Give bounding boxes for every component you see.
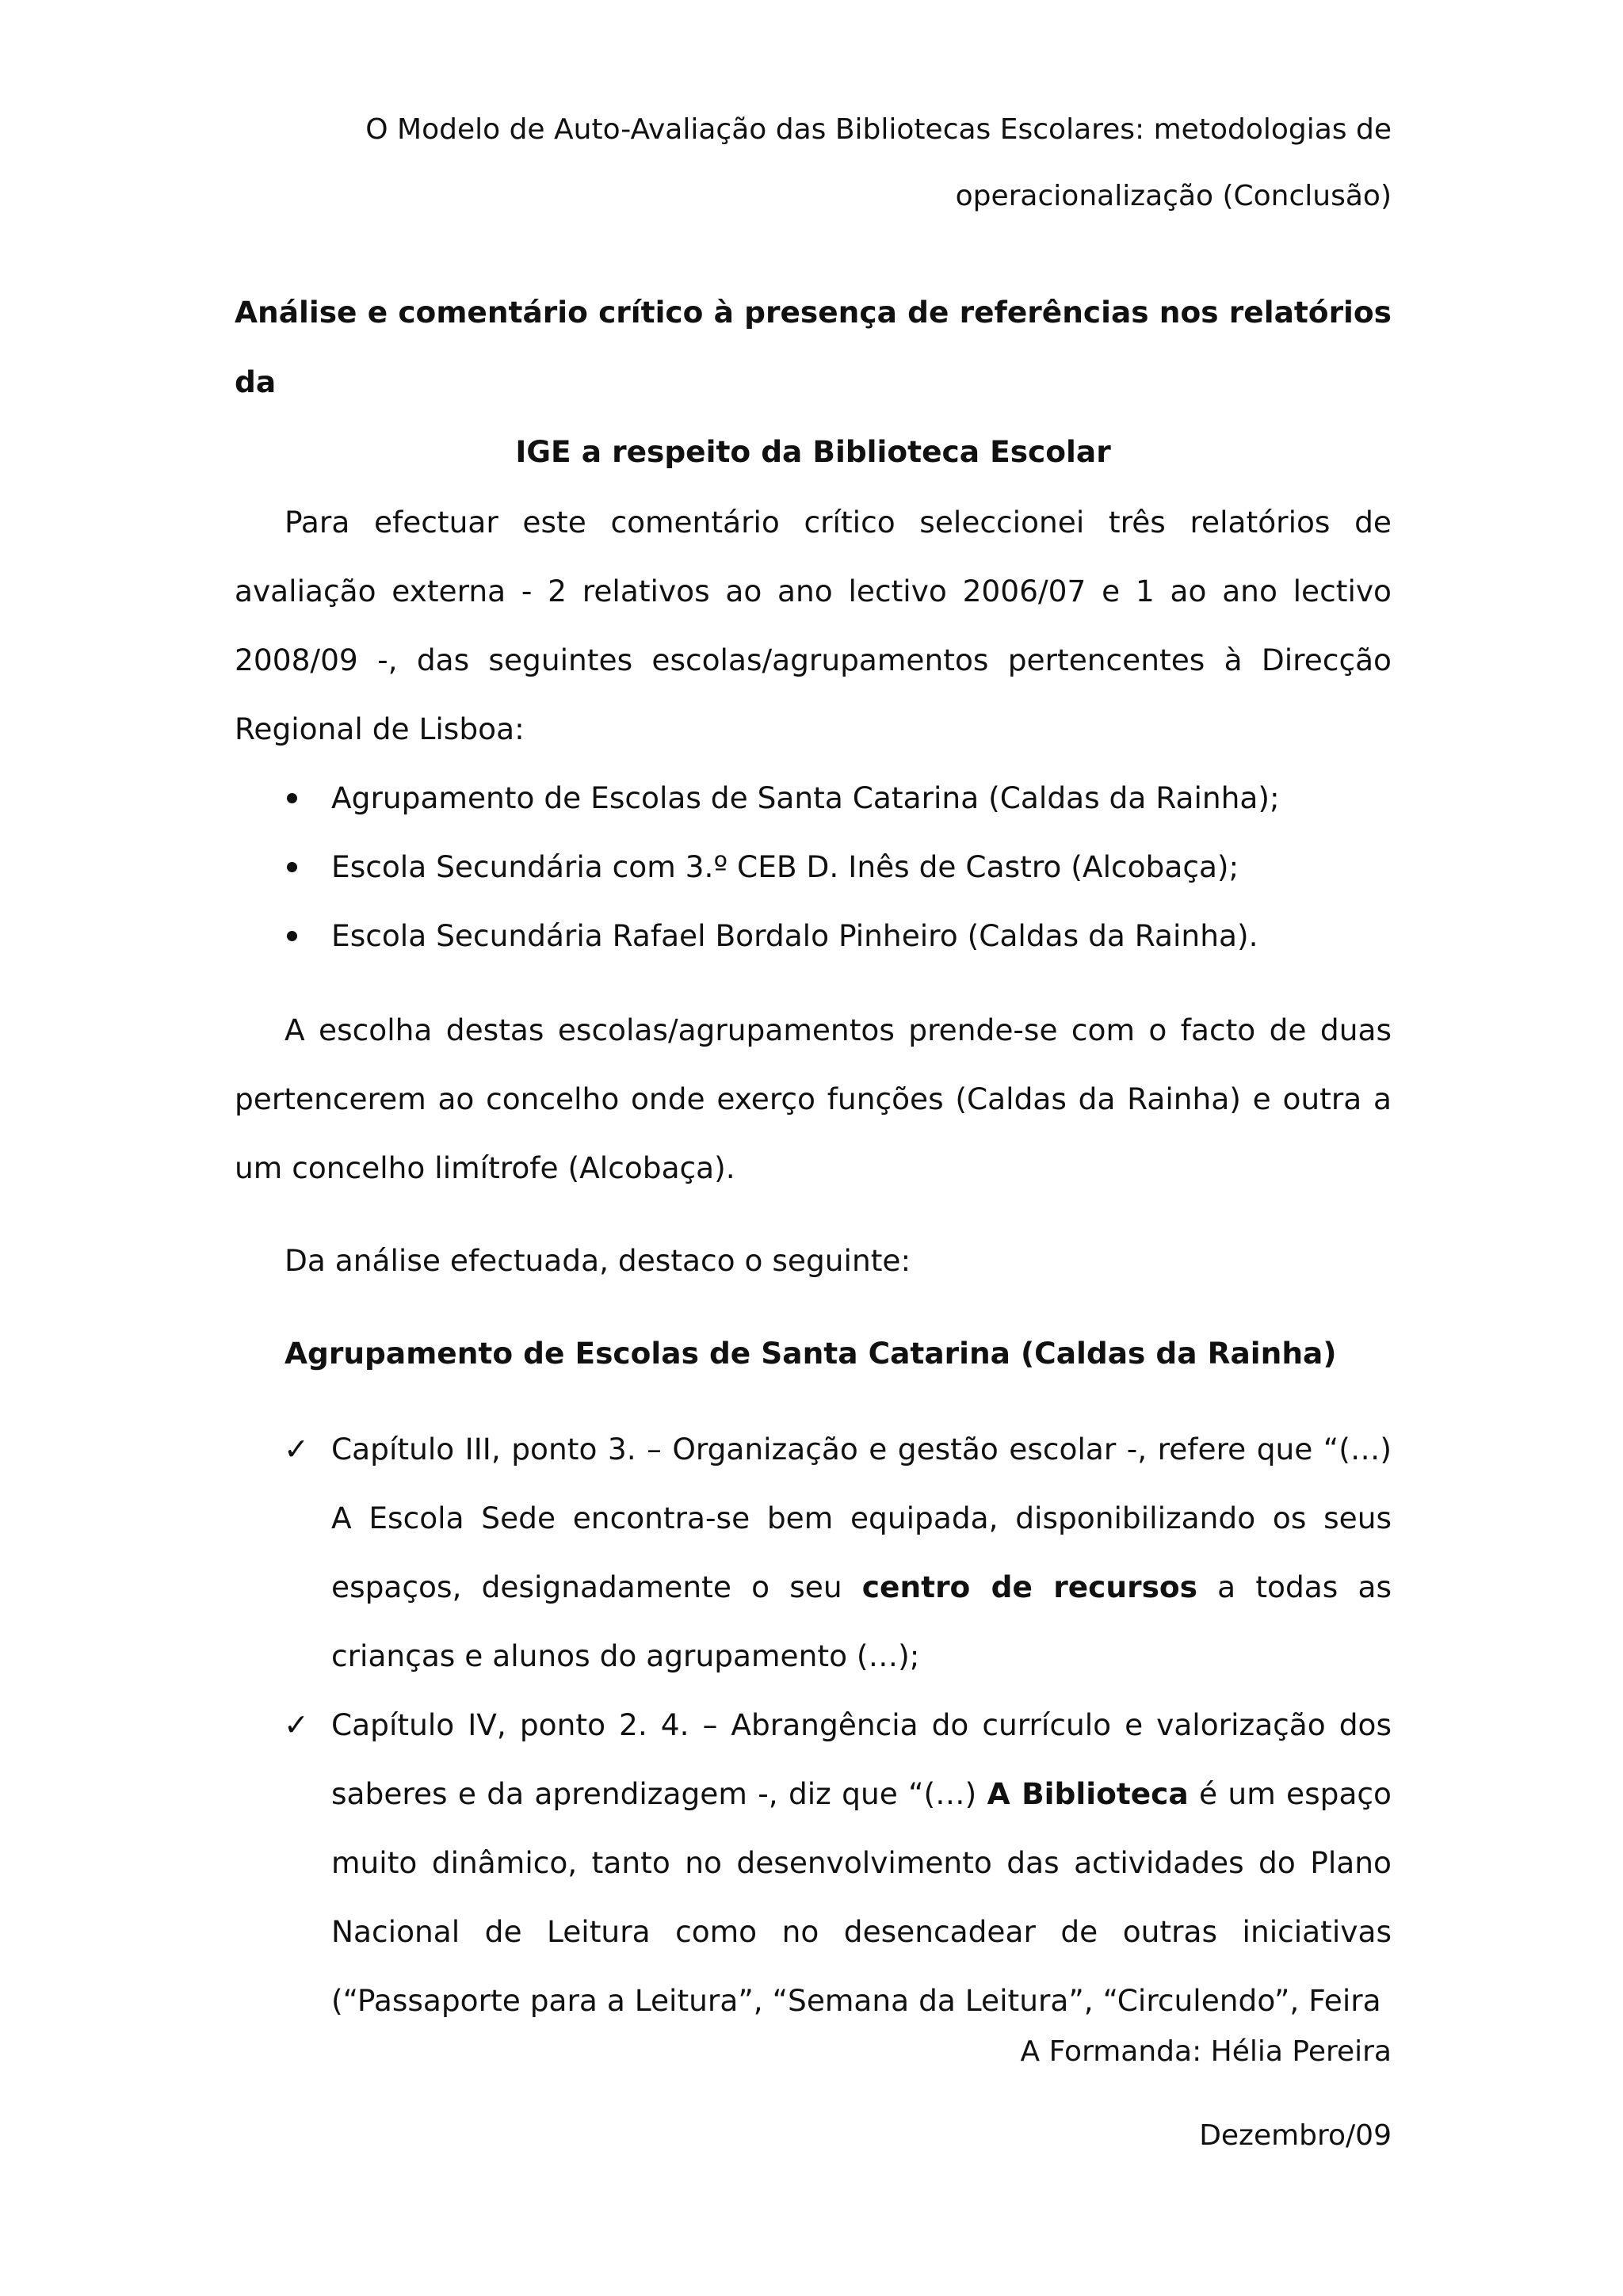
- running-header: [235, 97, 1392, 230]
- finding-item: [235, 1691, 1392, 2035]
- school-name: Escola Secundária Rafael Bordalo Pinheiro (Caldas da Rainha).: [331, 918, 1258, 953]
- schools-list: [235, 764, 1392, 971]
- title-line-2: IGE a respeito da Biblioteca Escolar: [515, 434, 1111, 469]
- analysis-paragraph: Da análise efectuada, destaco o seguinte:: [285, 1243, 911, 1278]
- header-line-1: O Modelo de Auto-Avaliação das Bibliotecas Escolares: metodologias de: [365, 113, 1392, 146]
- checkmark-icon: ✓: [284, 1707, 309, 1742]
- school-name: Escola Secundária com 3.º CEB D. Inês de Castro (Alcobaça);: [331, 849, 1239, 884]
- document-body: [235, 488, 1392, 2035]
- finding-text-bold: centro de recursos: [861, 1569, 1197, 1604]
- finding-text-before: Capítulo III, ponto 3. – Organização e gestão escolar -, refere que “(…) A Escola Sede encontra-se bem equipada, disponibilizando os seus espaços, designadamente o seu: [331, 1432, 1392, 1604]
- school-list-item: [235, 833, 1392, 902]
- bullet-dot-icon: [287, 862, 297, 872]
- bullet-dot-icon: [287, 793, 297, 803]
- finding-text-after: a todas as crianças e alunos do agrupamento (…);: [331, 1569, 1392, 1673]
- intro-paragraph: Para efectuar este comentário crítico seleccionei três relatórios de avaliação externa - 2 relativos ao ano lectivo 2006/07 e 1 ao ano lectivo 2008/09 -, das seguintes escolas/agrupamentos pertencentes à Direcção Regional de Lisboa:: [235, 505, 1392, 746]
- finding-text-before: Capítulo IV, ponto 2. 4. – Abrangência do currículo e valorização dos saberes e da aprendizagem -, diz que “(…): [331, 1707, 1392, 1811]
- finding-text-bold: A Biblioteca: [987, 1776, 1189, 1811]
- bullet-dot-icon: [287, 931, 297, 941]
- section-heading: Agrupamento de Escolas de Santa Catarina (Caldas da Rainha): [285, 1336, 1337, 1371]
- document-title: [235, 277, 1392, 486]
- school-list-item: [235, 764, 1392, 833]
- header-line-2: operacionalização (Conclusão): [955, 180, 1392, 212]
- school-name: Agrupamento de Escolas de Santa Catarina (Caldas da Rainha);: [331, 780, 1280, 815]
- finding-item: [235, 1415, 1392, 1691]
- footer-date: Dezembro/09: [1199, 2119, 1392, 2152]
- title-line-1: Análise e comentário crítico à presença de referências nos relatórios da: [235, 295, 1392, 399]
- checkmark-icon: ✓: [284, 1432, 309, 1466]
- finding-text-after: é um espaço muito dinâmico, tanto no desenvolvimento das actividades do Plano Nacional de Leitura como no desencadear de outras iniciativas (“Passaporte para a Leitura”, “Semana da Leitura”, “Circulendo”, Feira: [331, 1776, 1392, 2018]
- footer-author: A Formanda: Hélia Pereira: [1020, 2035, 1392, 2068]
- choice-paragraph: A escolha destas escolas/agrupamentos prende-se com o facto de duas pertencerem ao concelho onde exerço funções (Caldas da Rainha) e outra a um concelho limítrofe (Alcobaça).: [235, 1013, 1392, 1185]
- findings-list: [235, 1415, 1392, 2035]
- school-list-item: [235, 902, 1392, 971]
